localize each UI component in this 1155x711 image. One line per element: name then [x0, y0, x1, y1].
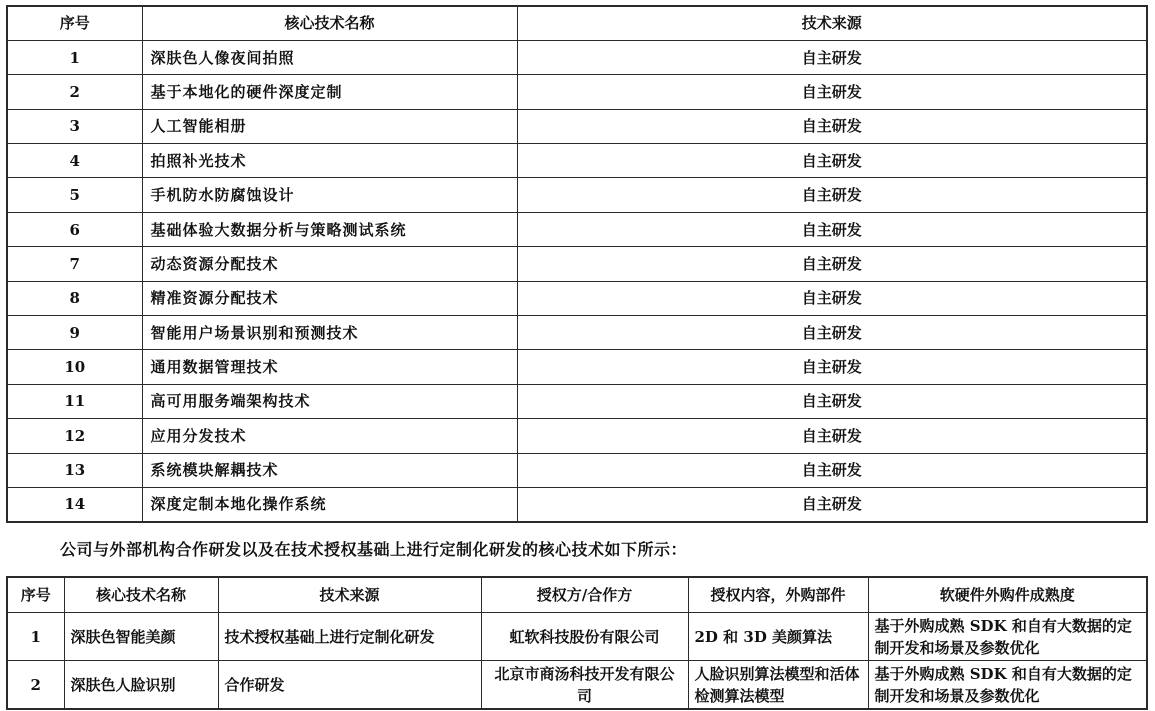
cell-name: 动态资源分配技术 — [142, 247, 517, 281]
table-row — [7, 247, 1147, 281]
table-row — [7, 144, 1147, 178]
cell-no: 8 — [7, 281, 142, 315]
cell-no: 2 — [7, 75, 142, 109]
cell-source: 自主研发 — [517, 144, 1147, 178]
cell-name: 系统模块解耦技术 — [142, 453, 517, 487]
cell-name: 拍照补光技术 — [142, 144, 517, 178]
cell-content: 2D 和 3D 美颜算法 — [688, 613, 868, 661]
core-tech-table — [6, 5, 1148, 523]
table-row — [7, 384, 1147, 418]
intro-paragraph: 公司与外部机构合作研发以及在技术授权基础上进行定制化研发的核心技术如下所示： — [60, 540, 688, 559]
cell-no: 14 — [7, 487, 142, 521]
table-row — [7, 75, 1147, 109]
cell-name: 手机防水防腐蚀设计 — [142, 178, 517, 212]
col-header-no: 序号 — [7, 6, 142, 40]
table-row — [7, 419, 1147, 453]
cell-source: 自主研发 — [517, 247, 1147, 281]
col-header-maturity: 软硬件外购件成熟度 — [868, 577, 1147, 613]
cooperative-tech-table — [6, 576, 1148, 710]
cell-name: 深肤色智能美颜 — [64, 613, 218, 661]
cell-no: 13 — [7, 453, 142, 487]
table-row — [7, 281, 1147, 315]
cell-name: 深肤色人脸识别 — [64, 661, 218, 710]
cell-no: 2 — [7, 661, 64, 710]
table-row — [7, 212, 1147, 246]
cell-no: 1 — [7, 613, 64, 661]
cell-no: 3 — [7, 109, 142, 143]
cell-source: 自主研发 — [517, 212, 1147, 246]
cell-source: 合作研发 — [218, 661, 481, 710]
cell-name: 通用数据管理技术 — [142, 350, 517, 384]
table-header-row — [7, 577, 1147, 613]
cell-name: 精准资源分配技术 — [142, 281, 517, 315]
table-row — [7, 453, 1147, 487]
cell-maturity: 基于外购成熟 SDK 和自有大数据的定制开发和场景及参数优化 — [868, 613, 1147, 661]
cell-source: 自主研发 — [517, 453, 1147, 487]
col-header-name: 核心技术名称 — [142, 6, 517, 40]
cell-source: 自主研发 — [517, 40, 1147, 74]
cell-source: 自主研发 — [517, 281, 1147, 315]
table-header-row — [7, 6, 1147, 40]
cell-name: 基础体验大数据分析与策略测试系统 — [142, 212, 517, 246]
cell-source: 自主研发 — [517, 350, 1147, 384]
cell-maturity: 基于外购成熟 SDK 和自有大数据的定制开发和场景及参数优化 — [868, 661, 1147, 710]
cell-name: 深度定制本地化操作系统 — [142, 487, 517, 521]
cell-no: 6 — [7, 212, 142, 246]
cell-no: 5 — [7, 178, 142, 212]
cell-source: 自主研发 — [517, 178, 1147, 212]
table-row — [7, 316, 1147, 350]
cell-name: 智能用户场景识别和预测技术 — [142, 316, 517, 350]
table-row — [7, 613, 1147, 661]
col-header-source: 技术来源 — [517, 6, 1147, 40]
cell-partner: 虹软科技股份有限公司 — [481, 613, 688, 661]
table-row — [7, 40, 1147, 74]
cell-source: 自主研发 — [517, 316, 1147, 350]
cell-partner: 北京市商汤科技开发有限公司 — [481, 661, 688, 710]
cell-source: 技术授权基础上进行定制化研发 — [218, 613, 481, 661]
cell-name: 基于本地化的硬件深度定制 — [142, 75, 517, 109]
cell-source: 自主研发 — [517, 419, 1147, 453]
cell-name: 人工智能相册 — [142, 109, 517, 143]
col-header-source: 技术来源 — [218, 577, 481, 613]
cell-name: 高可用服务端架构技术 — [142, 384, 517, 418]
cell-no: 12 — [7, 419, 142, 453]
col-header-no: 序号 — [7, 577, 64, 613]
col-header-partner: 授权方/合作方 — [481, 577, 688, 613]
cell-no: 9 — [7, 316, 142, 350]
cell-source: 自主研发 — [517, 487, 1147, 521]
table-row — [7, 487, 1147, 521]
table-row — [7, 109, 1147, 143]
cell-no: 1 — [7, 40, 142, 74]
table-row — [7, 350, 1147, 384]
cell-content: 人脸识别算法模型和活体检测算法模型 — [688, 661, 868, 710]
cell-no: 4 — [7, 144, 142, 178]
cell-source: 自主研发 — [517, 384, 1147, 418]
cell-name: 应用分发技术 — [142, 419, 517, 453]
table-row — [7, 178, 1147, 212]
cell-no: 7 — [7, 247, 142, 281]
cell-source: 自主研发 — [517, 109, 1147, 143]
cell-source: 自主研发 — [517, 75, 1147, 109]
cell-no: 11 — [7, 384, 142, 418]
cell-no: 10 — [7, 350, 142, 384]
col-header-content: 授权内容，外购部件 — [688, 577, 868, 613]
cell-name: 深肤色人像夜间拍照 — [142, 40, 517, 74]
table-row — [7, 661, 1147, 710]
col-header-name: 核心技术名称 — [64, 577, 218, 613]
